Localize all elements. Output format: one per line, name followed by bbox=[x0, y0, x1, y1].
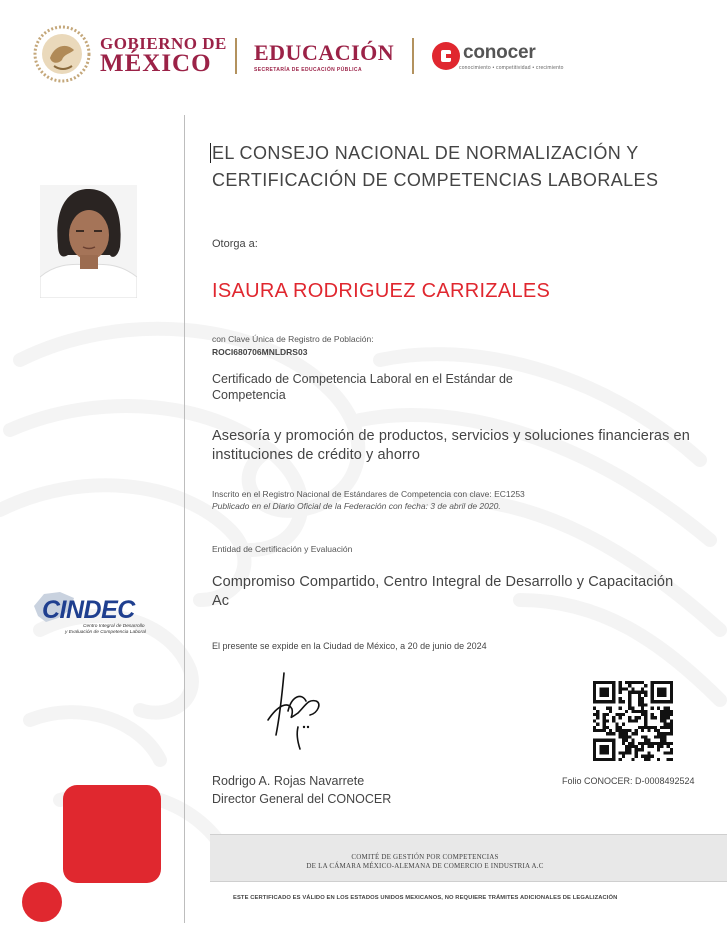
entity-name: Compromiso Compartido, Centro Integral de Desarrollo y Capacitación Ac bbox=[212, 574, 674, 609]
header-divider bbox=[235, 38, 237, 74]
signer-title: Director General del CONOCER bbox=[212, 792, 392, 806]
committee-line-2: DE LA CÁMARA MÉXICO-ALEMANA DE COMERCIO E INDUSTRIA A.C bbox=[306, 862, 544, 870]
folio-number: Folio CONOCER: D-0008492524 bbox=[562, 776, 695, 786]
header-divider bbox=[412, 38, 414, 74]
committee-banner bbox=[210, 834, 727, 882]
gobierno-line-2: MÉXICO bbox=[100, 50, 212, 77]
vertical-divider bbox=[184, 115, 185, 923]
conocer-tagline: conocimiento • competitividad • crecimiento bbox=[459, 65, 564, 71]
recipient-name: ISAURA RODRIGUEZ CARRIZALES bbox=[212, 280, 551, 302]
gobierno-line-1: GOBIERNO DE bbox=[100, 34, 227, 53]
grant-label: Otorga a: bbox=[212, 238, 258, 250]
competency-standard-name: Asesoría y promoción de productos, servicios y soluciones financieras en instituciones de crédito y ahorro bbox=[212, 428, 690, 463]
text-cursor bbox=[210, 143, 211, 163]
validity-note: ESTE CERTIFICADO ES VÁLIDO EN LOS ESTADOS UNIDOS MEXICANOS, NO REQUIERE TRÁMITES ADICIONALES DE LEGALIZACIÓN bbox=[233, 895, 618, 901]
conocer-name: conocer bbox=[463, 42, 536, 63]
issue-statement: El presente se expide en la Ciudad de México, a 20 de junio de 2024 bbox=[212, 641, 487, 651]
curp-value: ROCI680706MNLDRS03 bbox=[212, 347, 308, 357]
red-square-decoration bbox=[63, 785, 161, 883]
qr-code-icon bbox=[593, 681, 673, 761]
signer-name: Rodrigo A. Rojas Navarrete bbox=[212, 774, 365, 788]
cindec-logo bbox=[30, 588, 180, 638]
committee-line-1: COMITÉ DE GESTIÓN POR COMPETENCIAS bbox=[351, 853, 499, 861]
conocer-logo-icon bbox=[431, 41, 461, 71]
curp-label: con Clave Única de Registro de Población: bbox=[212, 334, 374, 344]
cindec-name: CINDEC bbox=[42, 596, 135, 624]
entity-label: Entidad de Certificación y Evaluación bbox=[212, 544, 353, 554]
certificate-issuer: EL CONSEJO NACIONAL DE NORMALIZACIÓN Y CERTIFICACIÓN DE COMPETENCIAS LABORALES bbox=[212, 143, 659, 190]
registry-line: Inscrito en el Registro Nacional de Estándares de Competencia con clave: EC1253 bbox=[212, 489, 525, 499]
certificate-type: Certificado de Competencia Laboral en el Estándar de Competencia bbox=[212, 372, 513, 402]
recipient-photo bbox=[40, 185, 137, 298]
mexico-seal-icon bbox=[32, 24, 92, 84]
publication-line: Publicado en el Diario Oficial de la Federación con fecha: 3 de abril de 2020. bbox=[212, 501, 501, 511]
cindec-subtitle-2: y Evaluación de Competencia Laboral bbox=[65, 630, 146, 635]
cindec-subtitle-1: Centro Integral de Desarrollo bbox=[83, 624, 145, 629]
educacion-title: EDUCACIÓN bbox=[254, 40, 395, 65]
red-circle-decoration bbox=[22, 882, 62, 922]
educacion-subtitle: SECRETARÍA DE EDUCACIÓN PÚBLICA bbox=[254, 67, 362, 73]
handwritten-signature bbox=[258, 665, 338, 755]
